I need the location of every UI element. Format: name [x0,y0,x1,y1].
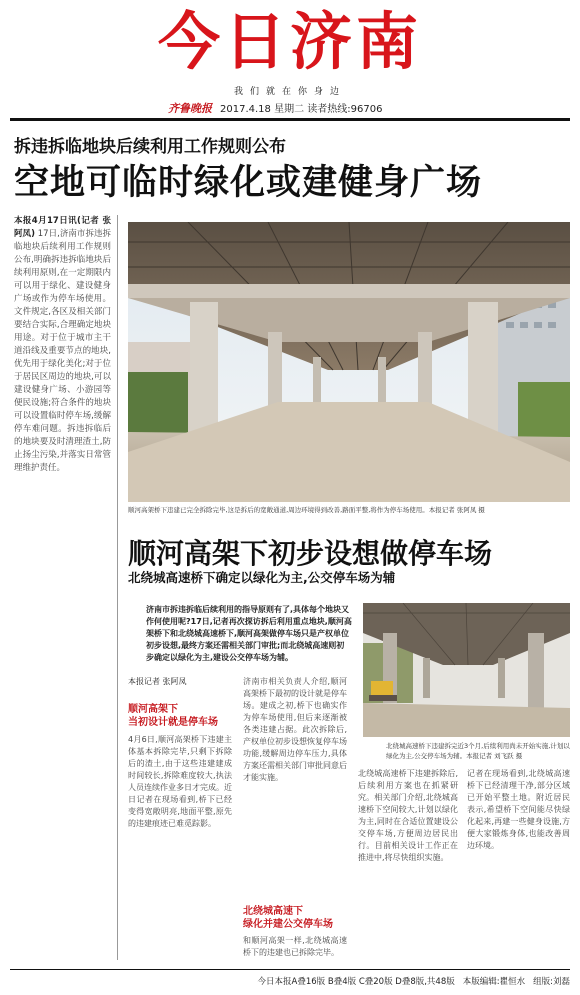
masthead-title: 今日济南 [157,5,422,78]
footer-rule [10,969,570,970]
masthead [0,0,580,125]
date-line: 2017.4.18 星期二 读者热线:96706 [220,104,383,115]
second-summary: 济南市拆违拆临后续利用的指导原则有了,具体每个地块又作何使用呢?17日,记者再次探访拆后利用重点地块,顺河高架桥下和北绕城高速桥下,顺河高架做停车场只是产权单位初步设想,最终方案还需相关部门审批;而北绕城高速则初步确定以绿化为主,建设公交停车场为辅。 [146,605,352,662]
second-body-column-3: 北绕城高速桥下违建拆除后,后续利用方案也在抓紧研究。相关部门介绍,北绕城高速桥下空间较大,计划以绿化为主,同时在合适位置建设公交停车场,方便周边居民出行。目前相关设计工作正在推进中,将尽快组织实施。 [358,769,458,862]
second-subhead: 北绕城高速桥下确定以绿化为主,公交停车场为辅 [128,570,396,585]
lead-body-text: 17日,济南市拆违拆临地块后续利用工作规则公布,明确拆违拆临地块后续利用原则,在一定期限内可以用于绿化、建设健身广场或作为停车场使用。文件规定,各区及相关部门要结合实际,合理确定地块用途。对于位于城市主干道沿线及重要节点的地块,优先用于绿化美化;对于位于居民区周边的地块,可以建设健身广场、小游园等便民设施;符合条件的地块可以设置临时停车场,缓解停车难问题。拆违拆临后的地块要及时清理渣土,防止扬尘污染,并落实日常管理维护责任。 [14,229,111,473]
lead-kicker: 拆违拆临地块后续利用工作规则公布 [14,137,286,157]
overpass-photo [128,222,570,502]
footer-pages: 今日本报A叠16版 B叠4版 C叠20版 D叠8版,共48版 [257,977,455,987]
page-footer [0,975,570,987]
column-divider [117,215,118,960]
second-subhead-1: 顺河高架下 当初设计就是停车场 [128,704,218,728]
second-body-column-2: 济南市相关负责人介绍,顺河高架桥下最初的设计就是停车场。建成之初,桥下也确实作为停车场使用,但后来逐渐被各类违建占据。此次拆除后,产权单位初步设想恢复停车场功能,缓解周边停车压力,具体方案还需相关部门审批同意后才能实施。 [243,677,347,782]
second-body-column-1: 4月6日,顺河高架桥下违建主体基本拆除完毕,只剩下拆除后的渣土,由于这些违建建成时间较长,拆除难度较大,执法人员连续作业多日才完成。近日记者在现场看到,桥下已经变得宽敞明亮,地面平整,原先的违建痕迹已难觅踪影。 [128,735,232,828]
footer-designer: 组版:刘磊 [533,977,570,987]
newspaper-brand: 齐鲁晚报 [168,102,212,115]
lead-headline: 空地可临时绿化或建健身广场 [14,163,483,203]
second-body-column-2b: 和顺河高架一样,北绕城高速桥下的违建也已拆除完毕。 [243,936,347,957]
lead-photo-caption: 顺河高架桥下违建已完全拆除完毕,这是拆后的宽敞通道,周边环境得到改善,路面平整,将作为停车场使用。本报记者 张阿凤 摄 [128,506,485,514]
second-headline: 顺河高架下初步设想做停车场 [128,537,493,570]
lead-dateline: 本报4月17日讯(记者 张阿凤) [14,216,111,239]
second-subhead-2: 北绕城高速下 绿化并建公交停车场 [243,906,333,930]
ring-expressway-photo-illustration [363,603,570,737]
ring-expressway-photo [363,603,570,737]
second-body-column-4: 记者在现场看到,北绕城高速桥下已经清理干净,部分区域已开始平整土地。附近居民表示,希望桥下空间能尽快绿化起来,再建一些健身设施,方便大家锻炼身体,也能改善周边环境。 [467,769,570,850]
masthead-slogan: 我们就在你身边 [233,87,346,97]
masthead-info [168,100,382,116]
lead-body-column [14,215,111,960]
overpass-photo-illustration [128,222,570,502]
masthead-rule [10,118,570,121]
footer-editor: 本版编辑:瞿恒水 [462,977,526,987]
second-photo-caption: 北绕城高速桥下违建拆完近3个月,后续利用尚未开始实施,计划以绿化为主,公交停车场为辅。本报记者 刘飞跃 摄 [386,742,570,760]
second-byline: 本报记者 张阿凤 [128,677,187,686]
